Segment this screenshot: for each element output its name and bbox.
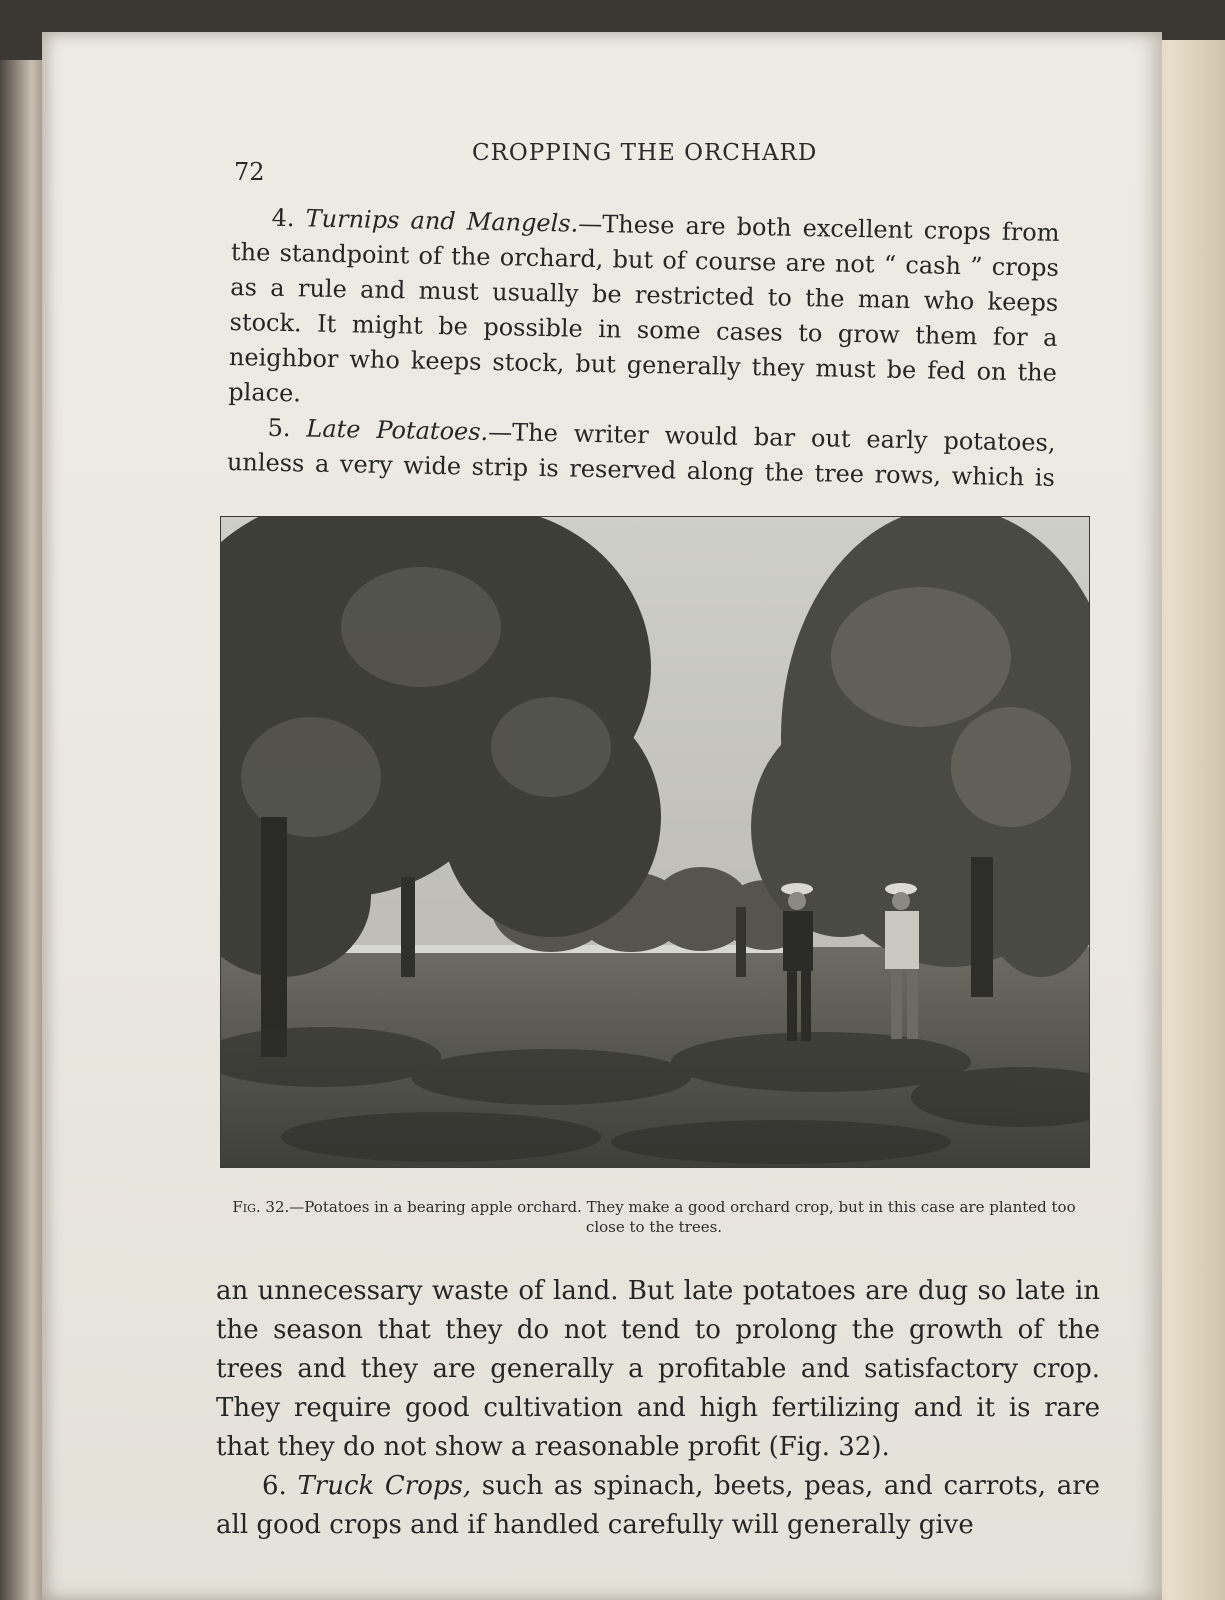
right-trunk	[971, 857, 993, 997]
paragraph-turnips	[228, 200, 1060, 426]
left-trunk	[261, 817, 287, 1057]
page-number: 72	[234, 158, 265, 186]
top-text-block	[227, 200, 1060, 496]
book-left-edge	[0, 60, 42, 1600]
paragraph-body: —These are both excellent crops from the standpoint of the orchard, but of course are not “ cash ” crops as a rule and must usually be restricted to the man who keeps stock. It might be possible in some cases to grow them for a neighbor who keeps stock, but generally they must be fed on the place.	[228, 209, 1060, 408]
paragraph-late-potatoes-continued: an unnecessary waste of land. But late potatoes are dug so late in the season that they do not tend to prolong the growth of the trees and they are generally a profitable and satisfactory crop. They require good cultivation and high fertilizing and it is rare that they do not show a reasonable profit (Fig. 32).	[216, 1276, 1100, 1462]
paragraph-truck-crops	[216, 1467, 1100, 1545]
figure-label: Fig. 32.	[232, 1198, 290, 1216]
running-head: CROPPING THE ORCHARD	[472, 140, 818, 166]
bottom-text-block	[216, 1272, 1100, 1545]
mid-trunk	[401, 877, 415, 977]
paragraph-body: —The writer would bar out early potatoes, unless a very wide strip is reserved along the tree rows, which is	[226, 417, 1056, 492]
paragraph-number: 4.	[271, 203, 295, 233]
center-trunk	[736, 907, 746, 977]
paragraph-title: Truck Crops,	[297, 1471, 472, 1501]
orchard-photograph	[220, 516, 1090, 1168]
paragraph-title: Turnips and Mangels.	[305, 204, 579, 238]
caption-text: —Potatoes in a bearing apple orchard. They make a good orchard crop, but in this case are planted too close to the trees.	[289, 1198, 1076, 1236]
paragraph-number: 5.	[267, 413, 291, 443]
paragraph-title: Late Potatoes.	[306, 414, 489, 446]
paragraph-number: 6.	[262, 1471, 287, 1501]
paragraph-body: such as spinach, beets, peas, and carrots, are all good crops and if handled carefully will generally give	[216, 1471, 1101, 1540]
figure-caption	[216, 1197, 1092, 1237]
